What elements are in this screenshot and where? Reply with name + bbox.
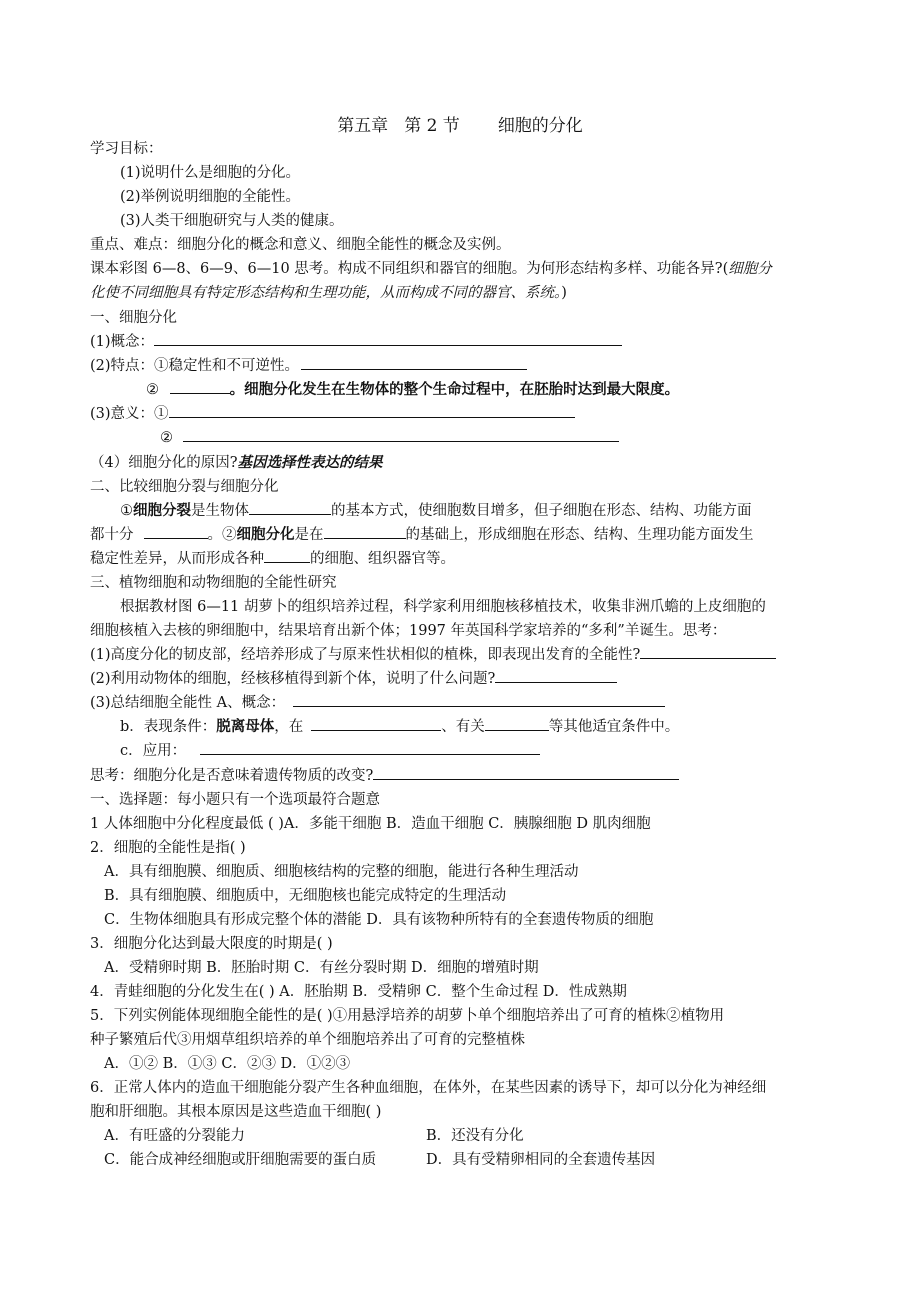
text: 等其他适宜条件中。 <box>548 719 680 735</box>
feature2-text: 。细胞分化发生在生物体的整个生命过程中，在胚胎时达到最大限度。 <box>229 381 680 398</box>
paragraph: 根据教材图 6—11 胡萝卜的组织培养过程，科学家利用细胞核移植技术，收集非洲爪蟾的上皮细胞的 <box>120 599 766 615</box>
answer-blank[interactable] <box>311 715 441 731</box>
intro-italic: 化使不同细胞具有特定形态结构和生理功能，从而构成不同的器官、系统。 <box>90 285 562 301</box>
goal-item: (1)说明什么是细胞的分化。 <box>120 165 301 181</box>
option: C．能合成神经细胞或肝细胞需要的蛋白质 <box>104 1152 377 1168</box>
answer-blank[interactable] <box>170 378 230 394</box>
answer-blank[interactable] <box>183 426 619 442</box>
term-detached: 脱离母体 <box>216 718 275 735</box>
answer-blank[interactable] <box>264 547 310 563</box>
item-mark: ② <box>146 382 159 398</box>
question-1: 1 人体细胞中分化程度最低 ( )A．多能干细胞 B．造血干细胞 C．胰腺细胞 D 肌肉细胞 <box>90 816 651 832</box>
feature-line <box>90 354 527 378</box>
answer-blank[interactable] <box>373 764 679 780</box>
exercise-heading: 一、选择题：每小题只有一个选项最符合题意 <box>90 792 380 808</box>
question-5-cont: 种子繁殖后代③用烟草组织培养的单个细胞培养出了可育的完整植株 <box>90 1032 525 1048</box>
question-text: (3)总结细胞全能性 A、概念： <box>90 695 286 711</box>
feature2-line <box>146 378 679 402</box>
application-line <box>120 739 540 763</box>
think-line <box>90 764 679 788</box>
compare-line-3 <box>90 547 455 571</box>
cause-answer: 基因选择性表达的结果 <box>237 454 383 471</box>
section-label: 第 2 节 <box>404 116 460 136</box>
goal-item: (2)举例说明细胞的全能性。 <box>120 189 301 205</box>
text: b．表现条件： <box>120 719 217 735</box>
concept-label: (1)概念： <box>90 334 155 350</box>
compare-line-2 <box>90 523 754 547</box>
answer-blank[interactable] <box>169 402 575 418</box>
answer-blank[interactable] <box>154 330 622 346</box>
question-2: 2．细胞的全能性是指( ) <box>90 840 246 856</box>
option: A．受精卵时期 B．胚胎时期 C．有丝分裂时期 D．细胞的增殖时期 <box>104 960 539 976</box>
answer-blank[interactable] <box>301 354 527 370</box>
text: 。② <box>207 527 237 543</box>
text: 都十分 <box>90 527 134 543</box>
answer-blank[interactable] <box>144 523 208 539</box>
answer-blank[interactable] <box>495 667 617 683</box>
answer-blank[interactable] <box>249 499 331 515</box>
option: A．①② B．①③ C．②③ D．①②③ <box>104 1056 351 1072</box>
question-line <box>90 643 776 667</box>
text: 、有关 <box>441 719 485 735</box>
meaning-label: (3)意义：① <box>90 406 169 422</box>
cause-question: （4）细胞分化的原因? <box>90 455 238 471</box>
text: 的基本方式，使细胞数目增多，但子细胞在形态、结构、功能方面 <box>331 503 752 519</box>
topic-label: 细胞的分化 <box>497 116 583 136</box>
question-3: 3．细胞分化达到最大限度的时期是( ) <box>90 936 333 952</box>
question-text: (2)利用动物体的细胞，经核移植得到新个体，说明了什么问题? <box>90 671 496 687</box>
item-mark: ① <box>120 503 133 519</box>
meaning-line <box>90 402 575 426</box>
feature-label: (2)特点：①稳定性和不可逆性。 <box>90 358 300 374</box>
intro-line-2 <box>90 281 567 305</box>
key-points: 重点、难点：细胞分化的概念和意义、细胞全能性的概念及实例。 <box>90 237 511 253</box>
meaning2-line <box>160 426 619 450</box>
goals-heading: 学习目标： <box>90 141 163 157</box>
section-2-heading: 二、比较细胞分裂与细胞分化 <box>90 479 279 495</box>
text: 的细胞、组织器官等。 <box>310 551 455 567</box>
page-title <box>0 113 920 139</box>
paragraph: 细胞核植入去核的卵细胞中，结果培育出新个体；1997 年英国科学家培养的“多利”羊诞生。思考： <box>90 623 727 639</box>
option: D．具有受精卵相同的全套遗传基因 <box>426 1152 656 1168</box>
question-line <box>90 691 665 715</box>
text: 的基础上，形成细胞在形态、结构、生理功能方面发生 <box>405 527 754 543</box>
term-division: 细胞分裂 <box>133 502 191 519</box>
condition-line <box>120 715 679 739</box>
question-text: (1)高度分化的韧皮部，经培养形成了与原来性状相似的植株，即表现出发育的全能性? <box>90 647 641 663</box>
option: A．有旺盛的分裂能力 <box>104 1128 245 1144</box>
intro-italic: 细胞分 <box>728 261 772 277</box>
section-3-heading: 三、植物细胞和动物细胞的全能性研究 <box>90 575 337 591</box>
answer-blank[interactable] <box>293 691 665 707</box>
option: B．具有细胞膜、细胞质中，无细胞核也能完成特定的生理活动 <box>104 888 507 904</box>
answer-blank[interactable] <box>324 523 406 539</box>
term-differentiation: 细胞分化 <box>236 526 295 543</box>
chapter-label: 第五章 <box>337 116 389 136</box>
intro-line-1 <box>90 257 772 281</box>
answer-blank[interactable] <box>485 715 549 731</box>
item-mark: ② <box>160 430 173 446</box>
section-1-heading: 一、细胞分化 <box>90 310 177 326</box>
text: 是在 <box>294 527 324 543</box>
text: 是生物体 <box>191 503 249 519</box>
option: A．具有细胞膜、细胞质、细胞核结构的完整的细胞，能进行各种生理活动 <box>104 864 579 880</box>
question-line <box>90 667 617 691</box>
cause-line <box>90 451 383 475</box>
option: C．生物体细胞具有形成完整个体的潜能 D．具有该物种所特有的全套遗传物质的细胞 <box>104 912 654 928</box>
text: 稳定性差异，从而形成各种 <box>90 551 264 567</box>
goal-item: (3)人类干细胞研究与人类的健康。 <box>120 213 344 229</box>
question-4: 4．青蛙细胞的分化发生在( ) A．胚胎期 B．受精卵 C．整个生命过程 D．性成熟期 <box>90 984 627 1000</box>
question-6-cont: 胞和肝细胞。其根本原因是这些造血干细胞( ) <box>90 1104 382 1120</box>
option: B．还没有分化 <box>426 1128 524 1144</box>
question-5: 5．下列实例能体现细胞全能性的是( )①用悬浮培养的胡萝卜单个细胞培养出了可育的植株②植物用 <box>90 1008 725 1024</box>
concept-line <box>90 330 622 354</box>
intro-text: ) <box>561 285 567 301</box>
question-6: 6．正常人体内的造血干细胞能分裂产生各种血细胞，在体外，在某些因素的诱导下，却可以分化为神经细 <box>90 1080 767 1096</box>
answer-blank[interactable] <box>200 739 540 755</box>
think-text: 思考：细胞分化是否意味着遗传物质的改变? <box>90 768 374 784</box>
compare-line-1 <box>120 499 752 523</box>
text: ，在 <box>274 719 304 735</box>
intro-text: 课本彩图 6—8、6—9、6—10 思考。构成不同组织和器官的细胞。为何形态结构多样、功能各异?( <box>90 261 729 277</box>
text: c．应用： <box>120 743 187 759</box>
answer-blank[interactable] <box>640 643 776 659</box>
